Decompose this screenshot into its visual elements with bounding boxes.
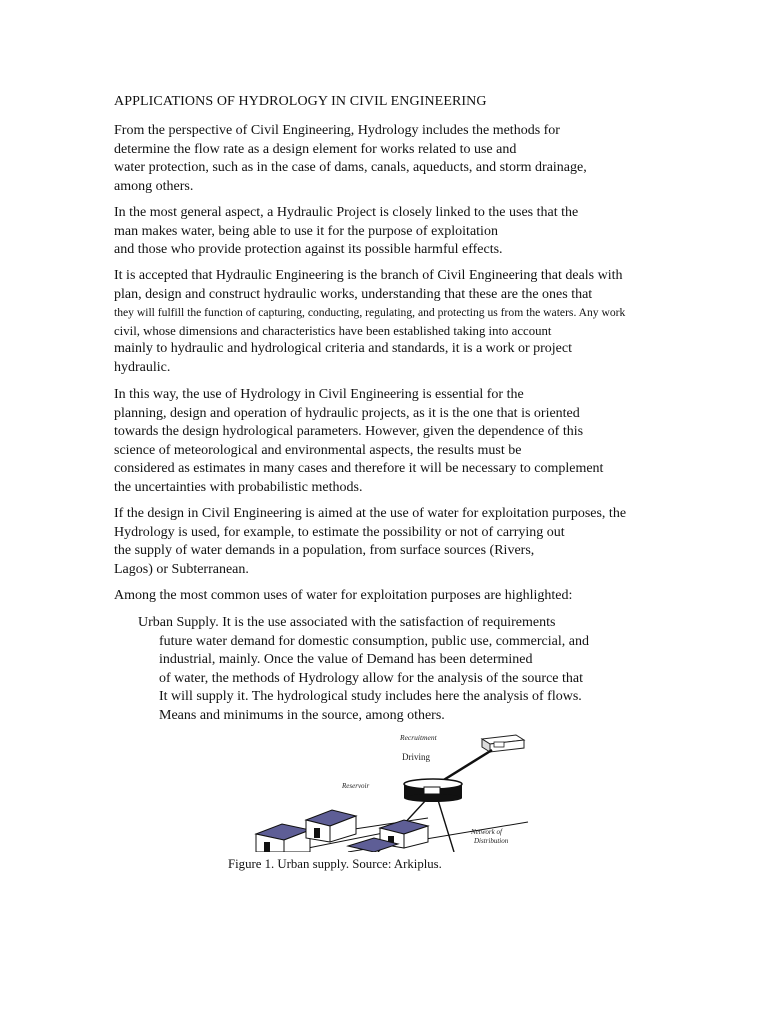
text-line: industrial, mainly. Once the value of Demand has been determined [159, 652, 533, 667]
network-label-line2: Distribution [474, 837, 509, 845]
paragraph-hydrology-use [114, 386, 603, 497]
text-line: It will supply it. The hydrological study includes here the analysis of flows. [159, 689, 582, 704]
text-line: Among the most common uses of water for exploitation purposes are highlighted: [114, 588, 573, 603]
text-line: considered as estimates in many cases and therefore it will be necessary to complement [114, 461, 604, 476]
text-line: plan, design and construct hydraulic works, understanding that these are the ones that [114, 286, 593, 302]
text-line: Lagos) or Subterranean. [114, 561, 249, 577]
paragraph-common-uses [114, 587, 572, 606]
text-line: In the most general aspect, a Hydraulic Project is closely linked to the uses that the [114, 205, 579, 220]
text-line: hydraulic. [114, 359, 171, 375]
text-line: science of meteorological and environmental aspects, the results must be [114, 442, 522, 458]
network-label-line1: Network of [471, 828, 502, 836]
text-line: and those who provide protection against its possible harmful effects. [114, 242, 503, 257]
text-line: It is accepted that Hydraulic Engineering is the branch of Civil Engineering that deals with [114, 268, 623, 283]
text-line: mainly to hydraulic and hydrological criteria and standards, it is a work or project [114, 341, 572, 356]
text-line: Urban Supply. It is the use associated with the satisfaction of requirements [138, 615, 556, 630]
recruitment-label: Recruitment [400, 733, 437, 742]
paragraph-hydraulic-engineering [114, 267, 625, 377]
bullet-urban-supply [138, 614, 589, 725]
recruitment-tank [482, 735, 524, 752]
paragraph-exploitation-design [114, 505, 626, 579]
house-2 [306, 810, 356, 842]
text-line: the supply of water demands in a population, from surface sources (Rivers, [114, 543, 535, 558]
urban-supply-figure [228, 726, 548, 852]
text-line: Hydrology is used, for example, to estimate the possibility or not of carrying out [114, 524, 565, 540]
text-line: towards the design hydrological parameters. However, given the dependence of this [114, 424, 584, 439]
figure-caption: Figure 1. Urban supply. Source: Arkiplus. [228, 857, 442, 871]
text-line: water protection, such as in the case of dams, canals, aqueducts, and storm drainage, [114, 160, 587, 175]
paragraph-hydraulic-project [114, 204, 578, 260]
text-line: From the perspective of Civil Engineering, Hydrology includes the methods for [114, 123, 560, 138]
text-line: man makes water, being able to use it for the purpose of exploitation [114, 223, 498, 239]
text-line: future water demand for domestic consumption, public use, commercial, and [159, 633, 589, 649]
driving-label: Driving [402, 752, 430, 762]
text-line: In this way, the use of Hydrology in Civil Engineering is essential for the [114, 387, 524, 402]
text-line: of water, the methods of Hydrology allow for the analysis of the source that [159, 670, 583, 686]
text-line: planning, design and operation of hydraulic projects, as it is the one that is oriented [114, 405, 580, 421]
text-line: they will fulfill the function of capturing, conducting, regulating, and protecting us from the waters. Any work [114, 306, 626, 319]
text-line: determine the flow rate as a design element for works related to use and [114, 141, 517, 157]
text-line: among others. [114, 178, 194, 194]
paragraph-flow-rate [114, 122, 587, 196]
text-line: the uncertainties with probabilistic methods. [114, 479, 363, 495]
text-line: Means and minimums in the source, among others. [159, 707, 445, 723]
reservoir-tank [404, 779, 462, 802]
house-1 [256, 824, 310, 852]
text-line: civil, whose dimensions and characteristics have been established taking into account [114, 323, 552, 338]
reservoir-label: Reservoir [342, 782, 370, 790]
text-line: If the design in Civil Engineering is aimed at the use of water for exploitation purposes, the [114, 506, 627, 521]
bullet-first-line [138, 614, 589, 633]
document-title: APPLICATIONS OF HYDROLOGY IN CIVIL ENGINEERING [114, 94, 487, 109]
